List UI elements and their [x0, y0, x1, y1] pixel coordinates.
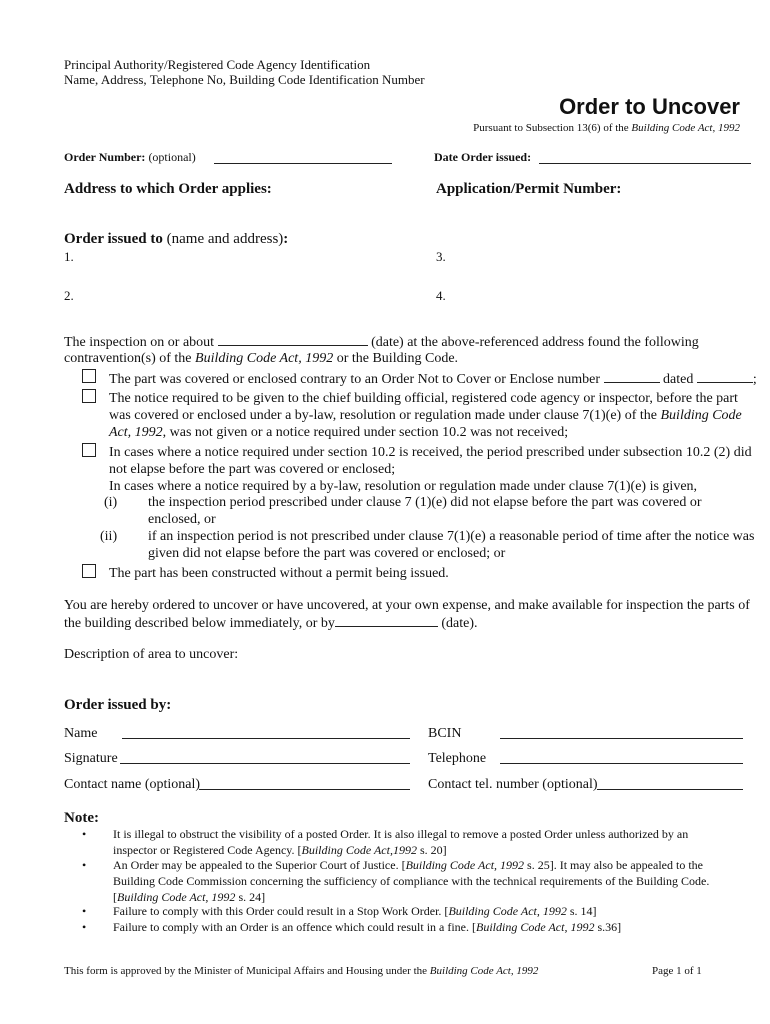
- name-field[interactable]: [122, 738, 410, 739]
- contact-name-label: Contact name (optional): [64, 777, 201, 792]
- recipient-4: 4.: [436, 288, 446, 303]
- check3-item-i-line-2: enclosed, or: [148, 512, 216, 527]
- check3-item-ii-line-2: given did not elapse before the part was covered or enclosed; or: [148, 546, 506, 561]
- ordered-line-1: You are hereby ordered to uncover or have uncovered, at your own expense, and make available for inspection the parts of: [64, 598, 750, 613]
- check3-item-ii-line-1: if an inspection period is not prescribed under clause 7(1)(e) a reasonable period of time after the notice was: [148, 529, 755, 544]
- recipient-3: 3.: [436, 249, 446, 264]
- order-number-ref-field[interactable]: [604, 370, 660, 383]
- address-label: Address to which Order applies:: [64, 181, 272, 197]
- order-date-ref-field[interactable]: [697, 370, 753, 383]
- inspection-line-1: The inspection on or about (date) at the above-referenced address found the following: [64, 335, 699, 350]
- telephone-label: Telephone: [428, 751, 487, 766]
- note-label: Note:: [64, 810, 99, 826]
- check2-line-3: Act, 1992, was not given or a notice required under section 10.2 was not received;: [109, 425, 569, 440]
- date-issued-field[interactable]: [539, 163, 751, 164]
- ordered-line-2: the building described below immediately, or by (date).: [64, 616, 478, 631]
- bullet-icon: •: [82, 920, 87, 934]
- authority-identification: Principal Authority/Registered Code Agency Identification: [64, 57, 371, 72]
- issued-to-label: Order issued to (name and address):: [64, 231, 289, 247]
- checkbox-period-not-elapsed[interactable]: [82, 443, 96, 457]
- telephone-field[interactable]: [500, 763, 743, 764]
- check3-item-i-number: (i): [104, 495, 118, 510]
- recipient-1: 1.: [64, 249, 74, 264]
- bcin-field[interactable]: [500, 738, 743, 739]
- contact-tel-field[interactable]: [597, 789, 743, 790]
- pursuant-line: Pursuant to Subsection 13(6) of the Building Code Act, 1992: [473, 122, 740, 134]
- bcin-label: BCIN: [428, 726, 462, 741]
- uncover-by-date-field[interactable]: [335, 614, 438, 627]
- footer-approval: This form is approved by the Minister of Municipal Affairs and Housing under the Building Code Act, 1992: [64, 965, 539, 977]
- bullet-icon: •: [82, 858, 87, 872]
- description-label: Description of area to uncover:: [64, 647, 239, 662]
- signature-label: Signature: [64, 751, 118, 766]
- check3-line-2: not elapse before the part was covered or enclosed;: [109, 462, 396, 477]
- bullet-icon: •: [82, 827, 87, 841]
- checkbox-covered-contrary[interactable]: [82, 369, 96, 383]
- page-number: Page 1 of 1: [652, 965, 702, 977]
- order-number-label: Order Number: (optional): [64, 150, 196, 164]
- check1-text: The part was covered or enclosed contrary to an Order Not to Cover or Enclose number dated ;: [109, 372, 757, 387]
- issued-by-label: Order issued by:: [64, 697, 172, 713]
- bullet-icon: •: [82, 904, 87, 918]
- check2-line-1: The notice required to be given to the chief building official, registered code agency or inspector, before the part: [109, 391, 738, 406]
- date-issued-label: Date Order issued:: [434, 150, 532, 164]
- check3-item-i-line-1: the inspection period prescribed under clause 7 (1)(e) did not elapse before the part was covered or: [148, 495, 702, 510]
- order-number-field[interactable]: [214, 163, 392, 164]
- checkbox-notice-not-given[interactable]: [82, 389, 96, 403]
- check4-text: The part has been constructed without a permit being issued.: [109, 566, 449, 581]
- recipient-2: 2.: [64, 288, 74, 303]
- check3-item-ii-number: (ii): [100, 529, 118, 544]
- form-title: Order to Uncover: [559, 94, 740, 119]
- check3-line-1: In cases where a notice required under section 10.2 is received, the period prescribed under subsection 10.2 (2) did: [109, 445, 752, 460]
- check3-line-3: In cases where a notice required by a by-law, resolution or regulation made under clause 7(1)(e) is given,: [109, 479, 698, 494]
- name-label: Name: [64, 726, 98, 741]
- contact-tel-label: Contact tel. number (optional): [428, 777, 598, 792]
- authority-details: Name, Address, Telephone No, Building Code Identification Number: [64, 72, 425, 87]
- inspection-date-field[interactable]: [218, 333, 368, 346]
- contact-name-field[interactable]: [199, 789, 410, 790]
- inspection-line-2: contravention(s) of the Building Code Act, 1992 or the Building Code.: [64, 351, 459, 366]
- permit-number-label: Application/Permit Number:: [436, 181, 622, 197]
- check2-line-2: was covered or enclosed under a by-law, resolution or regulation made under clause 7(1)(e) of the Building Code: [109, 408, 742, 423]
- checkbox-no-permit[interactable]: [82, 564, 96, 578]
- signature-field[interactable]: [120, 763, 410, 764]
